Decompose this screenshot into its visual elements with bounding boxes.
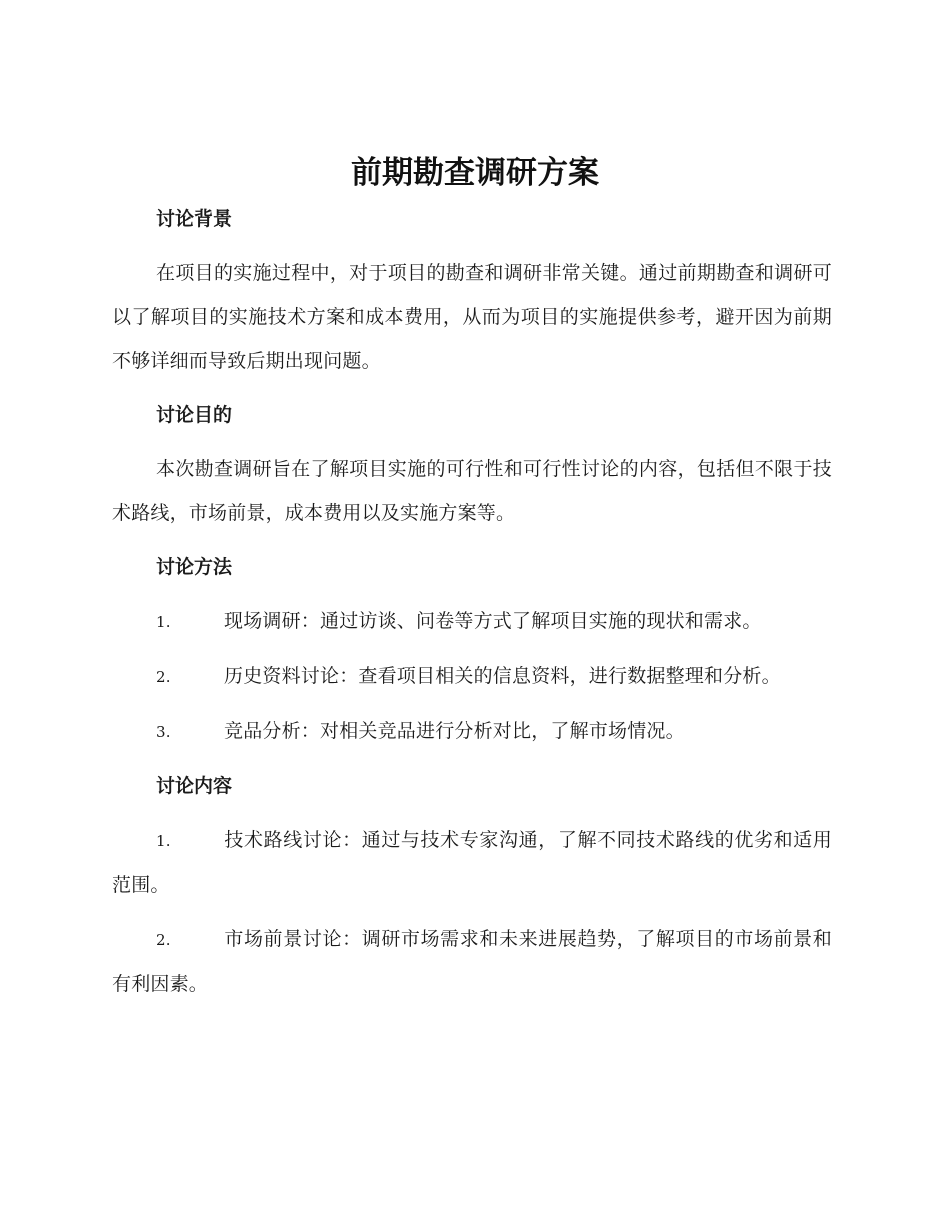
- list-item-text: 历史资料讨论：查看项目相关的信息资料，进行数据整理和分析。: [224, 665, 781, 687]
- document-body: [112, 197, 832, 1006]
- section-heading-background: 讨论背景: [156, 208, 233, 230]
- list-item-number: 1.: [156, 832, 171, 850]
- purpose-paragraph: 本次勘查调研旨在了解项目实施的可行性和可行性讨论的内容，包括但不限于技术路线，市场前景，成本费用以及实施方案等。: [112, 458, 832, 524]
- list-item: [112, 917, 832, 1006]
- background-paragraph: 在项目的实施过程中，对于项目的勘查和调研非常关键。通过前期勘查和调研可以了解项目的实施技术方案和成本费用，从而为项目的实施提供参考，避开因为前期不够详细而导致后期出现问题。: [112, 262, 832, 372]
- list-item: [112, 654, 832, 699]
- list-item: [112, 709, 832, 754]
- list-item-number: 2.: [156, 931, 171, 949]
- section-heading-method: 讨论方法: [156, 556, 233, 578]
- section-heading-purpose: 讨论目的: [156, 404, 233, 426]
- list-item: [112, 818, 832, 907]
- list-item: [112, 599, 832, 644]
- list-item-number: 2.: [156, 668, 171, 686]
- document-title: 前期勘查调研方案: [351, 155, 599, 191]
- list-item-text: 市场前景讨论：调研市场需求和未来进展趋势，了解项目的市场前景和有利因素。: [112, 928, 832, 995]
- list-item-number: 3.: [156, 723, 171, 741]
- list-item-text: 技术路线讨论：通过与技术专家沟通，了解不同技术路线的优劣和适用范围。: [112, 829, 832, 896]
- list-item-text: 现场调研：通过访谈、问卷等方式了解项目实施的现状和需求。: [224, 610, 762, 632]
- list-item-number: 1.: [156, 613, 171, 631]
- list-item-text: 竞品分析：对相关竞品进行分析对比，了解市场情况。: [224, 720, 685, 742]
- section-heading-content: 讨论内容: [156, 775, 233, 797]
